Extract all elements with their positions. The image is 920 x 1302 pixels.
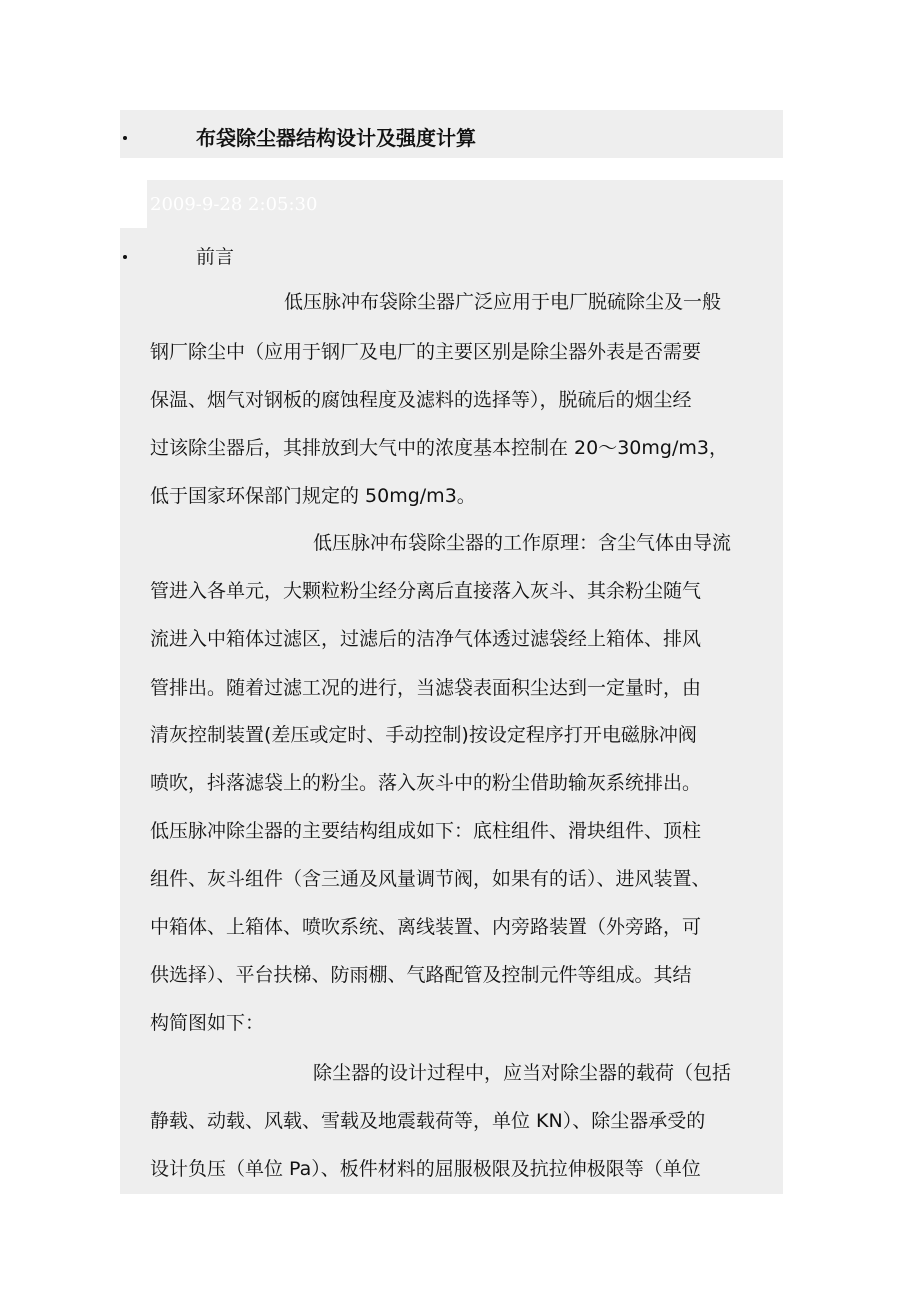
paragraph-line: 静载、动载、风载、雪载及地震载荷等，单位 KN）、除尘器承受的 [150,1110,706,1132]
paragraph-line: 过该除尘器后，其排放到大气中的浓度基本控制在 20～30mg/m3， [150,437,728,459]
paragraph-line: 清灰控制装置(差压或定时、手动控制)按设定程序打开电磁脉冲阀 [150,724,697,746]
post-datetime: 2009-9-28 2:05:30 [150,194,318,215]
paragraph-line: 流进入中箱体过滤区，过滤后的洁净气体透过滤袋经上箱体、排风 [150,628,702,650]
list-bullet [121,253,129,261]
paragraph-line: 管排出。随着过滤工况的进行，当滤袋表面积尘达到一定量时，由 [150,677,702,699]
paragraph-line: 低压脉冲除尘器的主要结构组成如下：底柱组件、滑块组件、顶柱 [150,820,702,842]
paragraph-line: 喷吹，抖落滤袋上的粉尘。落入灰斗中的粉尘借助输灰系统排出。 [150,772,702,794]
paragraph-line: 低于国家环保部门规定的 50mg/m3。 [150,485,476,507]
paragraph-line: 供选择）、平台扶梯、防雨棚、气路配管及控制元件等组成。其结 [150,964,692,986]
paragraph-line: 钢厂除尘中（应用于钢厂及电厂的主要区别是除尘器外表是否需要 [150,341,702,363]
paragraph-line: 设计负压（单位 Pa）、板件材料的屈服极限及抗拉伸极限等（单位 [150,1158,701,1180]
paragraph-line: 除尘器的设计过程中，应当对除尘器的载荷（包括 [313,1062,732,1084]
article-title: 布袋除尘器结构设计及强度计算 [196,126,476,150]
paragraph-line: 低压脉冲布袋除尘器的工作原理：含尘气体由导流 [313,532,732,554]
paragraph-line: 管进入各单元，大颗粒粉尘经分离后直接落入灰斗、其余粉尘随气 [150,580,702,602]
paragraph-line: 中箱体、上箱体、喷吹系统、离线装置、内旁路装置（外旁路，可 [150,916,702,938]
paragraph-line: 低压脉冲布袋除尘器广泛应用于电厂脱硫除尘及一般 [284,291,722,313]
paragraph-line: 构简图如下： [150,1012,265,1034]
paragraph-line: 保温、烟气对钢板的腐蚀程度及滤料的选择等），脱硫后的烟尘经 [150,389,692,411]
body-band [120,228,783,1194]
paragraph-line: 组件、灰斗组件（含三通及风量调节阀，如果有的话）、进风装置、 [150,868,711,890]
list-bullet [121,134,129,142]
section-heading: 前言 [196,246,235,268]
